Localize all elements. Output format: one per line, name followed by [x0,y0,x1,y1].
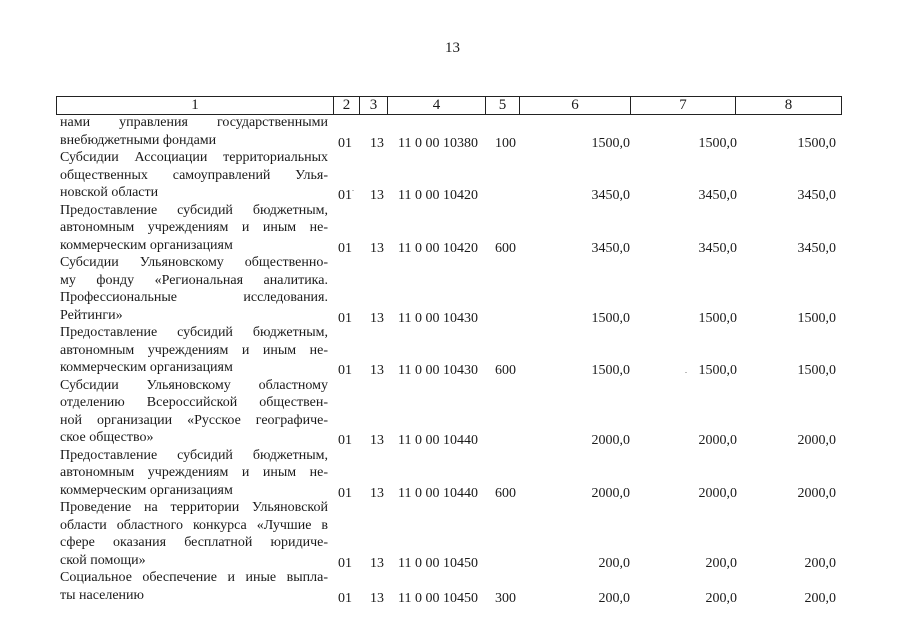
row-name [60,377,328,447]
cell-c4: 11 0 00 10440 [398,485,478,501]
header-cell-2: 2 [333,97,359,114]
row-name-line: коммерческим организациям [60,237,233,253]
cell-c2: 01 [338,485,352,501]
cell-c8: 2000,0 [797,433,836,448]
cell-c6: 3450,0 [591,240,630,256]
row-name-line: ной организации «Русское географиче- [60,412,328,428]
row-name [60,499,328,569]
cell-c7: 1500,0 [698,310,737,326]
cell-c7: 2000,0 [698,433,737,448]
cell-c6: 200,0 [598,555,630,571]
row-name-line: ты населению [60,587,144,603]
row-name-line: отделению Всероссийской обществен- [60,395,328,410]
row-name-line: коммерческим организациям [60,360,233,375]
scan-speck [352,190,354,191]
row-name-line: области областного конкурса «Лучшие в [60,517,328,533]
row-name-line: Предоставление субсидий бюджетным, [60,447,328,463]
row-name-line: внебюджетными фондами [60,132,217,148]
cell-c3: 13 [370,363,384,378]
header-cell-4: 4 [387,97,485,114]
cell-c3: 13 [370,240,384,256]
cell-c2: 01 [338,240,352,256]
cell-c6: 1500,0 [591,135,630,151]
cell-c4: 11 0 00 10450 [398,555,478,571]
header-cell-3: 3 [359,97,387,114]
cell-c4: 11 0 00 10440 [398,433,478,448]
cell-c3: 13 [370,485,384,501]
cell-c5: 600 [495,485,516,501]
page-number: 13 [445,40,460,56]
cell-c5: 100 [495,135,516,151]
row-name [60,324,328,377]
row-name [60,569,328,604]
row-name-line: му фонду «Региональная аналитика. [60,272,328,288]
cell-c6: 1500,0 [591,310,630,326]
row-name-line: ской помощи» [60,552,146,568]
row-name [60,447,328,500]
row-name-line: автономным учреждениям и иным не- [60,220,328,235]
cell-c8: 3450,0 [797,188,836,203]
table-header [56,96,842,115]
header-cell-6: 6 [519,97,630,114]
cell-c6: 2000,0 [591,433,630,448]
cell-c4: 11 0 00 10420 [398,240,478,256]
cell-c4: 11 0 00 10420 [398,188,478,203]
cell-c7: 2000,0 [698,485,737,501]
row-name-line: автономным учреждениям и иным не- [60,342,328,358]
cell-c3: 13 [370,135,384,151]
cell-c3: 13 [370,433,384,448]
row-name-line: Социальное обеспечение и иные выпла- [60,570,328,585]
cell-c4: 11 0 00 10430 [398,310,478,326]
cell-c6: 2000,0 [591,485,630,501]
header-cell-7: 7 [630,97,735,114]
row-name-line: общественных самоуправлений Улья- [60,167,328,183]
cell-c8: 200,0 [804,590,836,606]
cell-c7: 3450,0 [698,240,737,256]
cell-c8: 200,0 [804,555,836,571]
cell-c6: 1500,0 [591,363,630,378]
row-name-line: Субсидии Ассоциации территориальных [60,150,328,165]
row-name [60,202,328,255]
cell-c6: 200,0 [598,590,630,606]
cell-c3: 13 [370,590,384,606]
cell-c8: 2000,0 [797,485,836,501]
row-name-line: новской области [60,185,159,200]
cell-c2: 01 [338,310,352,326]
row-name-line: Предоставление субсидий бюджетным, [60,202,328,218]
header-cell-5: 5 [485,97,519,114]
cell-c4: 11 0 00 10450 [398,590,478,606]
row-name-line: Проведение на территории Ульяновской [60,500,328,515]
cell-c5: 600 [495,240,516,256]
cell-c2: 01 [338,433,352,448]
scan-speck [685,372,687,373]
cell-c7: 200,0 [705,590,737,606]
row-name-line: Предоставление субсидий бюджетным, [60,325,328,340]
row-name-line: коммерческим организациям [60,482,233,498]
cell-c5: 600 [495,363,516,378]
cell-c4: 11 0 00 10380 [398,135,478,151]
cell-c7: 200,0 [705,555,737,571]
row-name [60,149,328,202]
cell-c7: 1500,0 [698,363,737,378]
header-cell-8: 8 [735,97,841,114]
row-name [60,114,328,149]
row-name-line: Профессиональные исследования. [60,290,328,305]
row-name-line: сфере оказания бесплатной юридиче- [60,535,328,550]
row-name-line: Рейтинги» [60,307,123,323]
cell-c8: 1500,0 [797,310,836,326]
row-name-line: Субсидии Ульяновскому общественно- [60,255,328,270]
cell-c2: 01 [338,555,352,571]
cell-c2: 01 [338,135,352,151]
cell-c7: 3450,0 [698,188,737,203]
cell-c2: 01 [338,363,352,378]
row-name-line: автономным учреждениям и иным не- [60,465,328,480]
cell-c4: 11 0 00 10430 [398,363,478,378]
cell-c5: 300 [495,590,516,606]
row-name-line: ское общество» [60,430,154,445]
cell-c2: 01 [338,188,352,203]
cell-c3: 13 [370,555,384,571]
row-name-line: нами управления государственными [60,115,328,130]
cell-c8: 3450,0 [797,240,836,256]
cell-c2: 01 [338,590,352,606]
cell-c8: 1500,0 [797,135,836,151]
row-name [60,254,328,324]
cell-c7: 1500,0 [698,135,737,151]
cell-c6: 3450,0 [591,188,630,203]
row-name-line: Субсидии Ульяновскому областному [60,377,328,393]
cell-c8: 1500,0 [797,363,836,378]
header-cell-1: 1 [191,97,199,113]
cell-c3: 13 [370,310,384,326]
cell-c3: 13 [370,188,384,203]
